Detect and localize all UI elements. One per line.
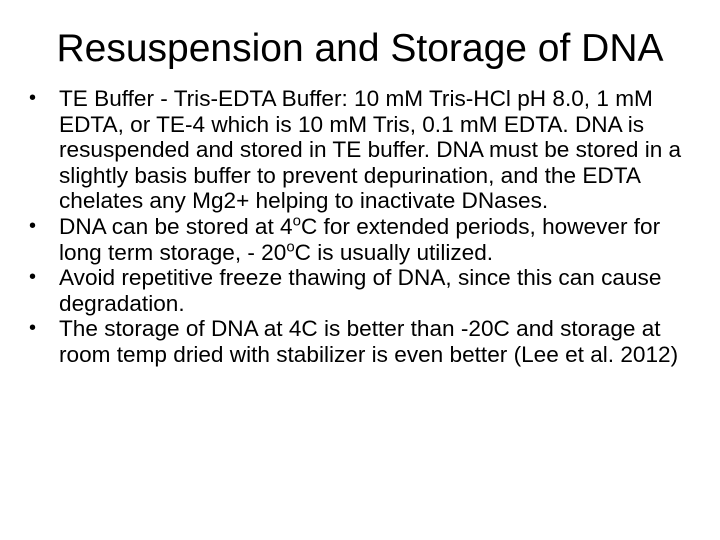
bullet-text: Avoid repetitive freeze thawing of DNA, since this can cause degradation. — [59, 265, 662, 316]
bullet-text-part: C for extended periods, however for long term storage, - 20 — [59, 213, 661, 265]
bullet-text: TE Buffer - Tris-EDTA Buffer: 10 mM Tris-HCl pH 8.0, 1 mM EDTA, or TE-4 which is 10 mM Tris, 0.1 mM EDTA. DNA is resuspended and stored in TE buffer. DNA must be stored in a slightly basis buffer to prevent depurination, and the EDTA chelates any Mg2+ helping to inactivate DNases. — [59, 86, 682, 214]
bullet-text: The storage of DNA at 4C is better than -20C and storage at room temp dried with stabilizer is even better (Lee et al. 2012) — [59, 316, 679, 367]
degree-superscript: o — [292, 212, 301, 230]
bullet-text-part: DNA can be stored at 4 — [59, 213, 293, 239]
bullet-marker: • — [29, 317, 37, 340]
bullet-item-storage-comparison — [29, 316, 709, 367]
bullet-text — [59, 214, 660, 265]
bullet-item-te-buffer — [29, 86, 709, 214]
bullet-text-part: C is usually utilized. — [294, 239, 494, 265]
bullet-item-freeze-thaw — [29, 265, 709, 316]
degree-superscript: o — [286, 238, 295, 256]
bullet-marker: • — [29, 266, 37, 289]
bullet-marker: • — [29, 87, 37, 109]
bullet-item-storage-temperature — [29, 214, 709, 265]
bullet-marker: • — [29, 214, 37, 237]
bullet-list — [29, 86, 709, 368]
slide-title: Resuspension and Storage of DNA — [56, 27, 664, 70]
